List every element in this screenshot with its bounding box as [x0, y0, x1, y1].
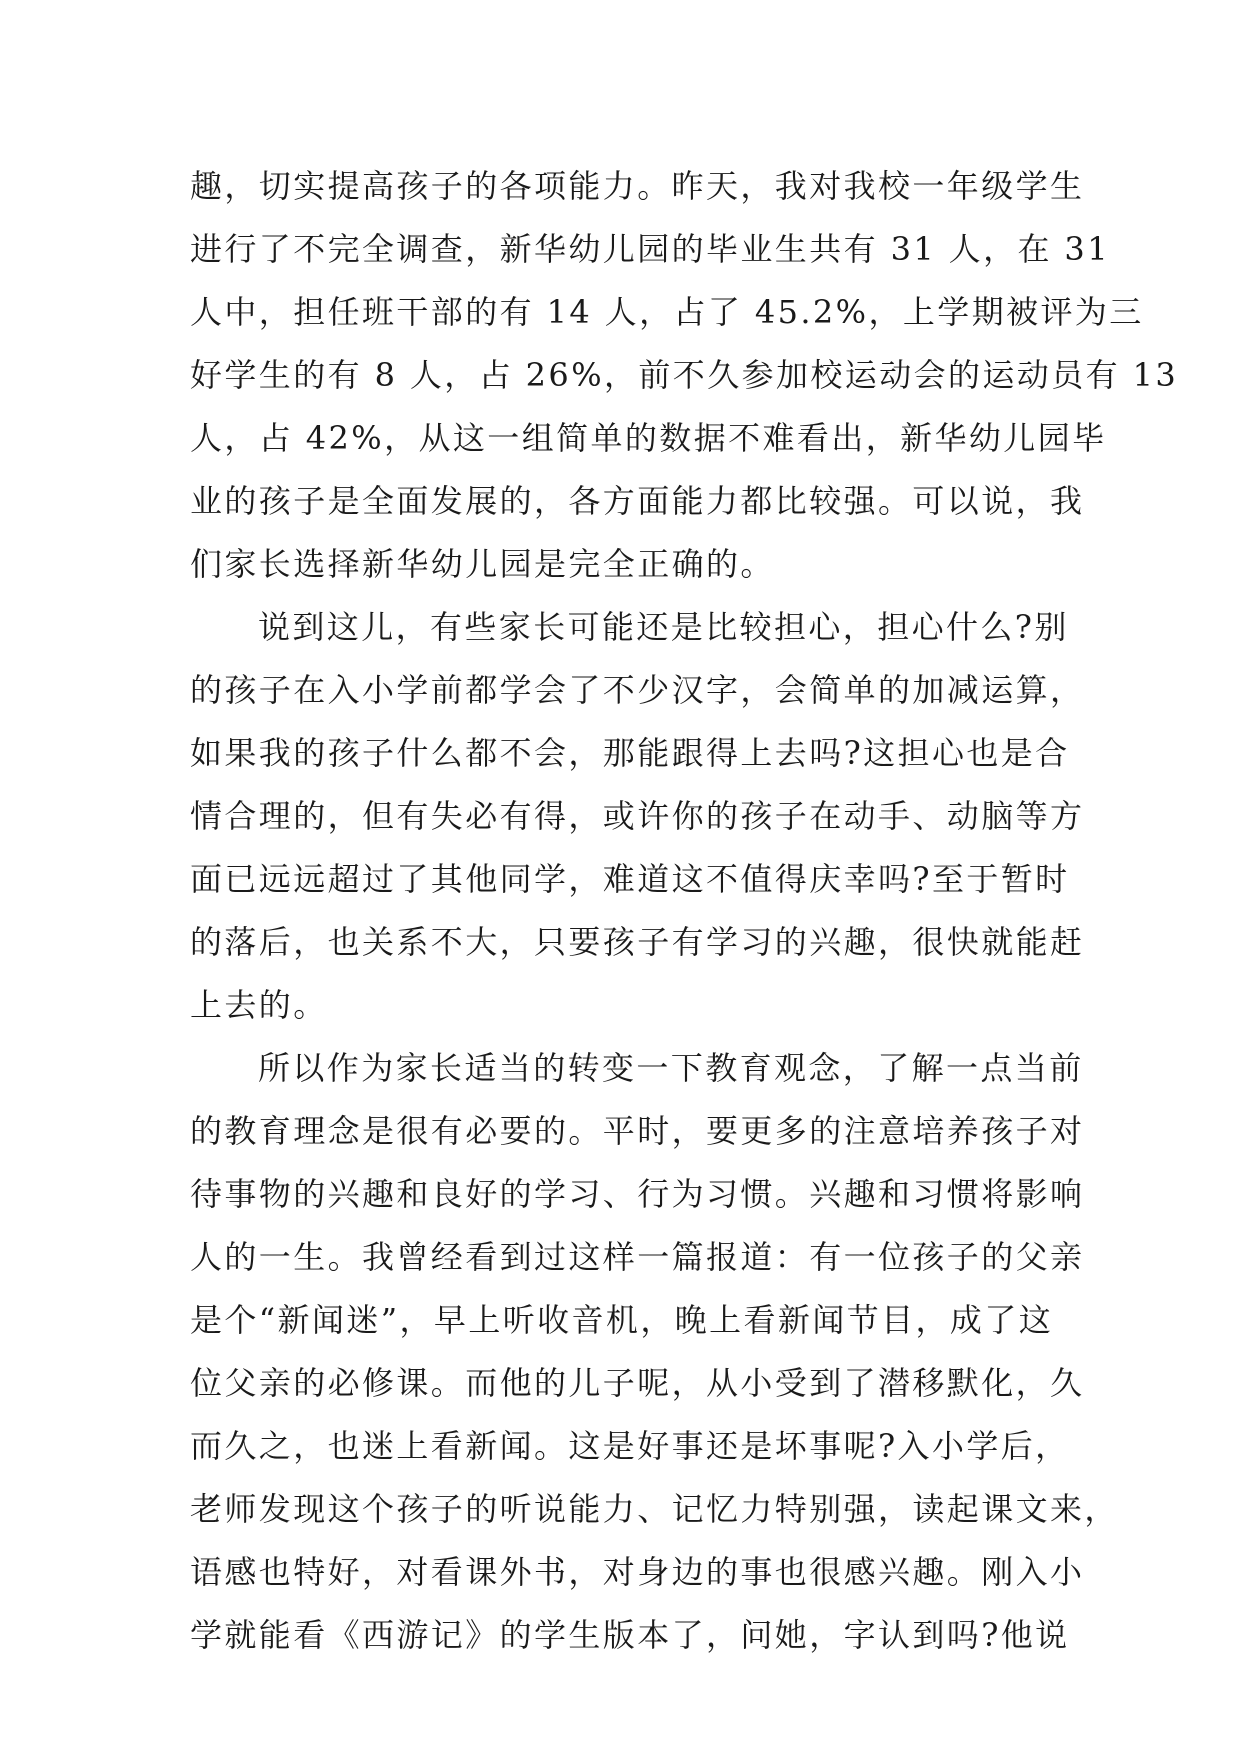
- text-line: 情合理的，但有失必有得，或许你的孩子在动手、动脑等方: [190, 797, 1085, 835]
- text-line: 待事物的兴趣和良好的学习、行为习惯。兴趣和习惯将影响: [190, 1175, 1085, 1213]
- text-line: 说到这儿，有些家长可能还是比较担心，担心什么?别: [258, 608, 1069, 646]
- text-line: 的教育理念是很有必要的。平时，要更多的注意培养孩子对: [190, 1112, 1085, 1150]
- text-line: 人中，担任班干部的有 14 人，占了 45.2%，上学期被评为三: [190, 293, 1144, 331]
- text-line: 人的一生。我曾经看到过这样一篇报道：有一位孩子的父亲: [190, 1238, 1085, 1276]
- text-line: 趣，切实提高孩子的各项能力。昨天，我对我校一年级学生: [190, 167, 1085, 205]
- text-line: 业的孩子是全面发展的，各方面能力都比较强。可以说，我: [190, 482, 1085, 520]
- body-text: [190, 155, 1179, 1667]
- text-line: 上去的。: [190, 986, 328, 1024]
- text-line: 语感也特好，对看课外书，对身边的事也很感兴趣。刚入小: [190, 1553, 1085, 1591]
- text-line: 好学生的有 8 人，占 26%，前不久参加校运动会的运动员有 13: [190, 356, 1179, 394]
- text-line: 的孩子在入小学前都学会了不少汉字，会简单的加减运算，: [190, 671, 1085, 709]
- text-line: 所以作为家长适当的转变一下教育观念，了解一点当前: [258, 1049, 1084, 1087]
- text-line: 如果我的孩子什么都不会，那能跟得上去吗?这担心也是合: [190, 734, 1070, 772]
- text-line: 人，占 42%，从这一组简单的数据不难看出，新华幼儿园毕: [190, 419, 1107, 457]
- text-line: 而久之，也迷上看新闻。这是好事还是坏事呢?入小学后，: [190, 1427, 1070, 1465]
- text-line: 学就能看《西游记》的学生版本了，问她，字认到吗?他说: [190, 1616, 1070, 1654]
- text-line: 是个“新闻迷”，早上听收音机，晚上看新闻节目，成了这: [190, 1301, 1054, 1339]
- text-line: 的落后，也关系不大，只要孩子有学习的兴趣，很快就能赶: [190, 923, 1085, 961]
- text-line: 面已远远超过了其他同学，难道这不值得庆幸吗?至于暂时: [190, 860, 1070, 898]
- text-line: 位父亲的必修课。而他的儿子呢，从小受到了潜移默化，久: [190, 1364, 1085, 1402]
- text-line: 们家长选择新华幼儿园是完全正确的。: [190, 545, 775, 583]
- text-line: 进行了不完全调查，新华幼儿园的毕业生共有 31 人，在 31: [190, 230, 1110, 268]
- text-line: 老师发现这个孩子的听说能力、记忆力特别强，读起课文来，: [190, 1490, 1119, 1528]
